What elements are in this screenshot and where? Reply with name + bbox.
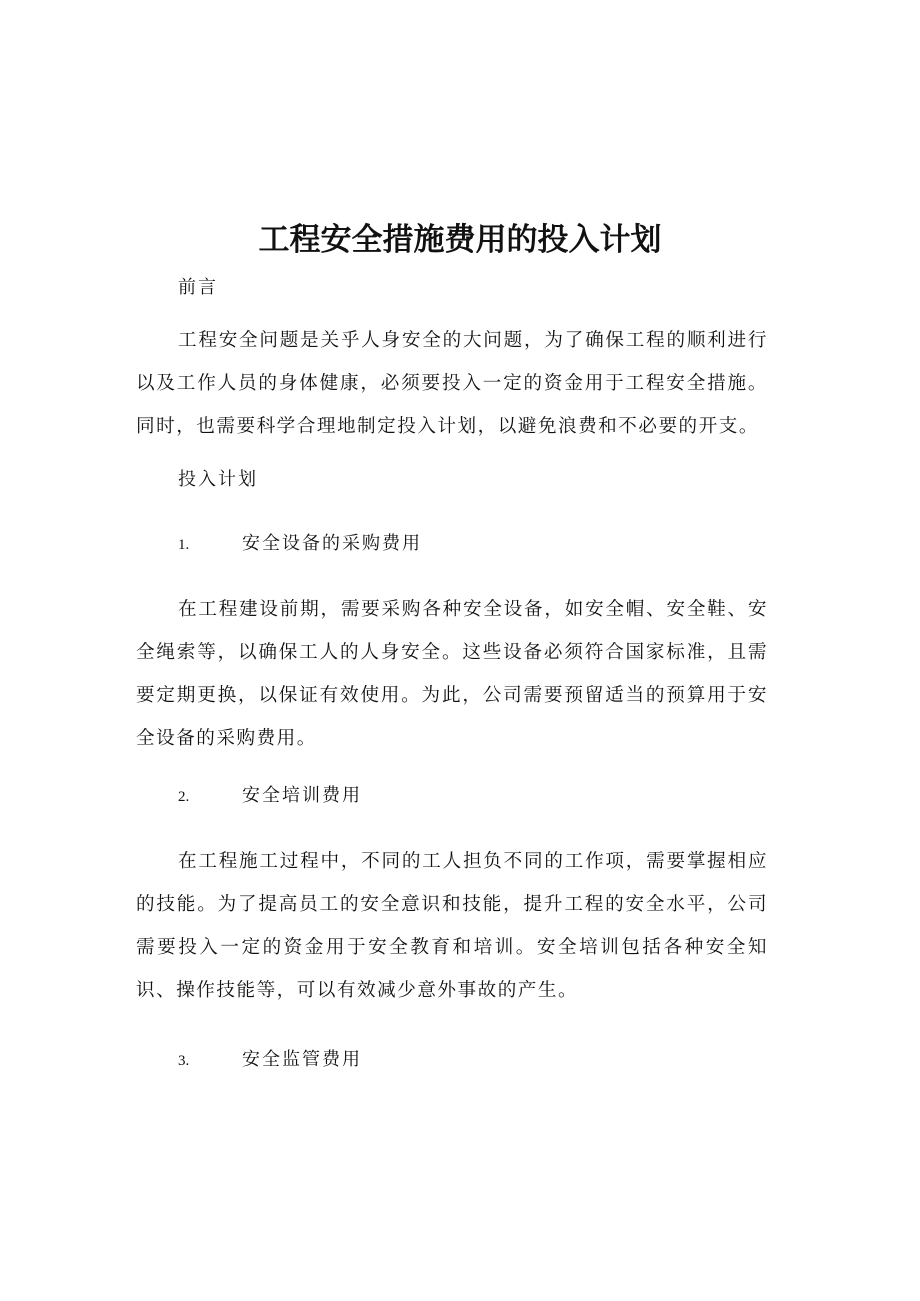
list-item-title: 安全监管费用 [242,1049,362,1070]
list-item-heading [178,782,362,811]
preface-heading: 前言 [178,277,218,298]
list-item-number: 1. [178,537,190,553]
list-item-title: 安全培训费用 [242,785,362,806]
list-item-number: 3. [178,1053,190,1069]
training-paragraph: 在工程施工过程中，不同的工人担负不同的工作项，需要掌握相应的技能。为了提高员工的安全意识和技能，提升工程的安全水平，公司需要投入一定的资金用于安全教育和培训。安全培训包括各种安全知识、操作技能等，可以有效减少意外事故的产生。 [136,851,768,1001]
list-item-title: 安全设备的采购费用 [242,533,422,554]
list-item-heading [178,1046,362,1075]
list-item-heading [178,530,422,559]
plan-heading: 投入计划 [178,469,258,490]
equipment-paragraph: 在工程建设前期，需要采购各种安全设备，如安全帽、安全鞋、安全绳索等，以确保工人的人身安全。这些设备必须符合国家标准，且需要定期更换，以保证有效使用。为此，公司需要预留适当的预算用于安全设备的采购费用。 [136,599,768,749]
list-item-number: 2. [178,789,190,805]
document-title: 工程安全措施费用的投入计划 [258,222,662,258]
preface-paragraph: 工程安全问题是关乎人身安全的大问题，为了确保工程的顺利进行以及工作人员的身体健康，必须要投入一定的资金用于工程安全措施。同时，也需要科学合理地制定投入计划，以避免浪费和不必要的开支。 [136,330,768,437]
